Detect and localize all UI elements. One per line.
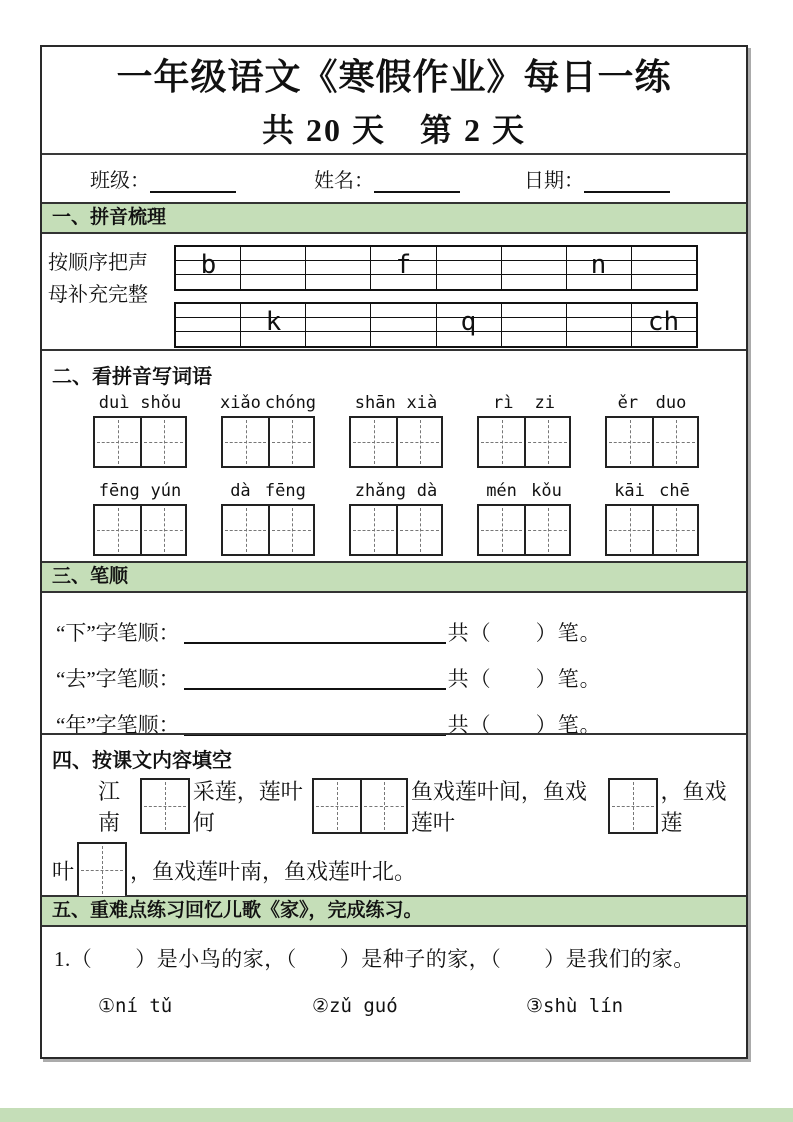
initial-letter-n: n — [590, 250, 607, 280]
word-unit — [88, 393, 192, 468]
writing-box-pair[interactable] — [221, 504, 315, 556]
word-unit — [600, 481, 704, 556]
fill-box[interactable] — [608, 778, 658, 834]
word-unit — [216, 481, 320, 556]
stroke-prompt: “下”字笔顺： — [56, 621, 180, 645]
class-label: 班级： — [90, 170, 150, 192]
pinyin-label: shān xià — [354, 393, 438, 413]
date-label: 日期： — [524, 170, 584, 192]
stroke-order-blank[interactable] — [184, 708, 446, 736]
question-1-options — [54, 995, 732, 1027]
page-title: 一年级语文《寒假作业》每日一练 — [116, 57, 672, 97]
section1-header: 一、拼音梳理 — [42, 202, 746, 234]
pinyin-staff-row2[interactable] — [174, 302, 698, 348]
word-unit — [344, 393, 448, 468]
writing-box-pair[interactable] — [477, 416, 571, 468]
pinyin-label: duì shǒu — [98, 393, 182, 413]
pinyin-staff-group — [174, 234, 746, 349]
section2-body — [42, 389, 746, 561]
section1-body — [42, 234, 746, 349]
date-field — [524, 164, 670, 193]
pinyin-label: fēng yún — [98, 481, 182, 501]
name-label: 姓名： — [314, 170, 374, 192]
option-1[interactable]: ①ní tǔ — [98, 995, 173, 1017]
initial-letter-q: q — [460, 307, 477, 337]
title-block — [42, 47, 746, 155]
section3-body — [42, 593, 746, 737]
pinyin-label: dà fēng — [230, 481, 306, 501]
word-row-1 — [88, 393, 704, 468]
writing-box-pair[interactable] — [93, 416, 187, 468]
writing-box-pair[interactable] — [349, 416, 443, 468]
word-unit — [88, 481, 192, 556]
section5-body — [42, 927, 746, 1057]
writing-box-pair[interactable] — [93, 504, 187, 556]
option-3[interactable]: ③shù lín — [526, 995, 624, 1017]
class-field — [90, 164, 236, 193]
writing-box-pair[interactable] — [477, 504, 571, 556]
stroke-count-blank[interactable]: 共（ ）笔。 — [447, 621, 602, 645]
stroke-prompt: “去”字笔顺： — [56, 667, 180, 691]
writing-box-pair[interactable] — [349, 504, 443, 556]
date-input-line[interactable] — [584, 171, 670, 193]
stroke-order-item-xia — [56, 605, 732, 647]
pinyin-staff-row1[interactable] — [174, 245, 698, 291]
section1-instruction: 按顺序把声 母补充完整 — [48, 252, 148, 306]
stroke-count-blank[interactable]: 共（ ）笔。 — [447, 667, 602, 691]
name-input-line[interactable] — [374, 171, 460, 193]
writing-box-pair[interactable] — [605, 504, 699, 556]
section4-body — [42, 771, 746, 895]
word-unit — [472, 393, 576, 468]
footer-strip — [0, 1108, 793, 1122]
pinyin-label: kāi chē — [614, 481, 690, 501]
stroke-count-blank[interactable]: 共（ ）笔。 — [447, 713, 602, 737]
stroke-prompt: “年”字笔顺： — [56, 713, 180, 737]
word-unit — [344, 481, 448, 556]
pinyin-label: rì zi — [493, 393, 555, 413]
fill-box-double[interactable] — [312, 778, 408, 834]
initial-letter-ch: ch — [647, 307, 680, 337]
initial-letter-k: k — [265, 307, 282, 337]
section3-header: 三、笔顺 — [42, 561, 746, 593]
section2-header: 二、看拼音写词语 — [42, 349, 746, 389]
fill-text-line-1: 江南 采莲，莲叶何 鱼戏莲叶间，鱼戏莲叶 ，鱼戏莲 — [98, 779, 727, 835]
option-2[interactable]: ②zǔ guó — [312, 995, 398, 1017]
stroke-order-item-qu — [56, 651, 732, 693]
pinyin-label: xiǎo chóng — [219, 393, 317, 413]
initial-letter-f: f — [395, 250, 412, 280]
stroke-order-blank[interactable] — [184, 662, 446, 690]
fill-box[interactable] — [140, 778, 190, 834]
class-input-line[interactable] — [150, 171, 236, 193]
writing-box-pair[interactable] — [605, 416, 699, 468]
section5-header: 五、重难点练习回忆儿歌《家》，完成练习。 — [42, 895, 746, 927]
name-field — [314, 164, 460, 193]
pinyin-label: ěr duo — [617, 393, 687, 413]
pinyin-label: zhǎng dà — [354, 481, 438, 501]
question-1[interactable]: 1.（ ）是小鸟的家，（ ）是种子的家，（ ）是我们的家。 — [54, 947, 695, 971]
word-unit — [216, 393, 320, 468]
fill-box[interactable] — [77, 842, 127, 898]
word-row-2 — [88, 481, 704, 556]
student-info-row — [42, 155, 746, 202]
initial-letter-b: b — [200, 250, 217, 280]
pinyin-label: mén kǒu — [486, 481, 562, 501]
worksheet-body — [40, 45, 748, 1059]
writing-box-pair[interactable] — [221, 416, 315, 468]
section4-header: 四、按课文内容填空 — [42, 733, 746, 771]
page-subtitle: 共 20 天 第 2 天 — [261, 112, 526, 148]
stroke-order-blank[interactable] — [184, 616, 446, 644]
fill-text-line-2: 叶 ，鱼戏莲叶南，鱼戏莲叶北。 — [52, 841, 738, 899]
word-unit — [472, 481, 576, 556]
word-unit — [600, 393, 704, 468]
